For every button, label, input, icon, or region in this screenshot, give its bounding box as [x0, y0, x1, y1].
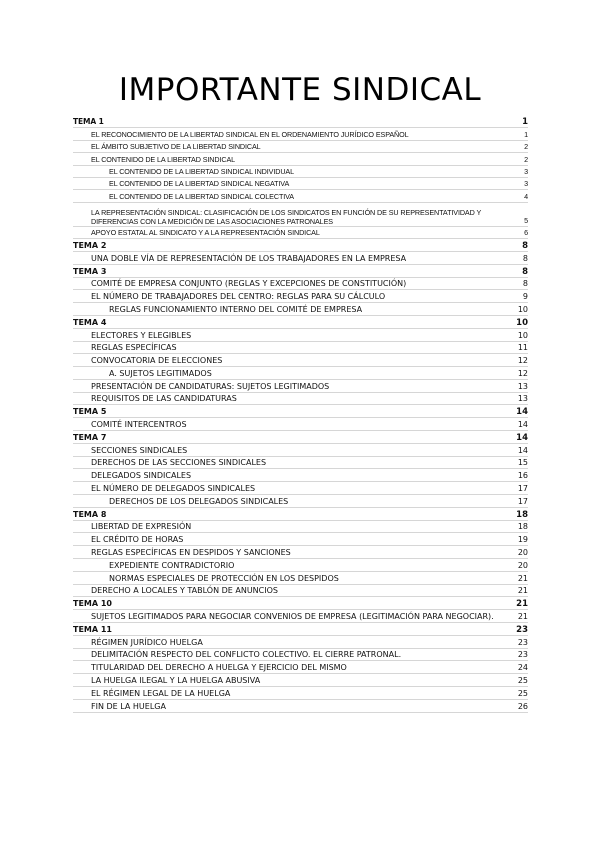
toc-entry[interactable]: [73, 649, 528, 662]
toc-entry-title: DELIMITACIÓN RESPECTO DEL CONFLICTO COLECTIVO. EL CIERRE PATRONAL.: [91, 650, 402, 660]
toc-entry-title: EL CONTENIDO DE LA LIBERTAD SINDICAL: [91, 154, 236, 164]
toc-entry-title: REGLAS ESPECÍFICAS: [91, 343, 177, 353]
toc-entry-title: CONVOCATORIA DE ELECCIONES: [91, 356, 223, 366]
toc-entry-page-number: 23: [516, 624, 528, 635]
toc-entry-title: TEMA 1: [73, 117, 104, 127]
toc-entry[interactable]: [73, 482, 528, 495]
toc-entry-page-number: 24: [517, 663, 528, 673]
toc-entry-title: DERECHO A LOCALES Y TABLÓN DE ANUNCIOS: [91, 586, 278, 596]
toc-entry-page-number: 14: [516, 432, 528, 443]
toc-section-heading[interactable]: [73, 316, 528, 329]
toc-entry-page-number: 20: [517, 548, 528, 558]
toc-entry[interactable]: [73, 457, 528, 470]
toc-entry[interactable]: [73, 444, 528, 457]
toc-entry[interactable]: [73, 178, 528, 190]
toc-section-heading[interactable]: [73, 623, 528, 636]
toc-entry[interactable]: [73, 203, 528, 227]
toc-entry-title: EL CRÉDITO DE HORAS: [91, 535, 184, 545]
toc-entry-title: REGLAS ESPECÍFICAS EN DESPIDOS Y SANCIONES: [91, 548, 291, 558]
toc-entry[interactable]: [73, 572, 528, 585]
toc-entry[interactable]: [73, 303, 528, 316]
toc-entry-page-number: 15: [517, 458, 528, 468]
toc-entry[interactable]: [73, 495, 528, 508]
toc-entry-page-number: 21: [517, 612, 528, 622]
toc-entry[interactable]: [73, 367, 528, 380]
toc-entry[interactable]: [73, 380, 528, 393]
toc-entry-page-number: 20: [517, 560, 528, 570]
toc-entry[interactable]: [73, 290, 528, 303]
toc-entry-title: REGLAS FUNCIONAMIENTO INTERNO DEL COMITÉ DE EMPRESA: [109, 304, 363, 314]
toc-entry[interactable]: [73, 687, 528, 700]
toc-entry-title: APOYO ESTATAL AL SINDICATO Y A LA REPRESENTACIÓN SINDICAL: [91, 228, 320, 238]
toc-entry-title: SUJETOS LEGITIMADOS PARA NEGOCIAR CONVENIOS DE EMPRESA (LEGITIMACIÓN PARA NEGOCIAR).: [91, 612, 494, 622]
toc-entry-title: LIBERTAD DE EXPRESIÓN: [91, 522, 192, 532]
toc-entry[interactable]: [73, 128, 528, 140]
toc-entry[interactable]: [73, 252, 528, 265]
toc-entry-page-number: 12: [517, 368, 528, 378]
toc-entry[interactable]: [73, 533, 528, 546]
page-title: IMPORTANTE SINDICAL: [118, 72, 482, 108]
toc-entry[interactable]: [73, 418, 528, 431]
toc-entry-page-number: 2: [524, 142, 528, 152]
toc-entry-title: EL CONTENIDO DE LA LIBERTAD SINDICAL NEGATIVA: [109, 179, 290, 189]
table-of-contents: [73, 116, 528, 713]
toc-entry-page-number: 5: [524, 215, 528, 225]
toc-entry[interactable]: [73, 278, 528, 291]
toc-entry-title: SECCIONES SINDICALES: [91, 445, 188, 455]
toc-entry-title: DERECHOS DE LOS DELEGADOS SINDICALES: [109, 496, 289, 506]
toc-entry-title: TEMA 7: [73, 432, 107, 442]
toc-entry-title: TEMA 11: [73, 624, 112, 634]
toc-entry-page-number: 14: [516, 407, 528, 418]
toc-section-heading[interactable]: [73, 597, 528, 610]
toc-entry-title: TEMA 5: [73, 407, 107, 417]
toc-entry[interactable]: [73, 469, 528, 482]
toc-entry-page-number: 14: [517, 420, 528, 430]
toc-entry[interactable]: [73, 153, 528, 165]
toc-entry[interactable]: [73, 227, 528, 239]
toc-entry[interactable]: [73, 329, 528, 342]
toc-entry-page-number: 18: [516, 509, 528, 520]
toc-entry-page-number: 23: [517, 637, 528, 647]
toc-entry-page-number: 26: [517, 701, 528, 711]
toc-entry[interactable]: [73, 585, 528, 598]
toc-entry-title: RÉGIMEN JURÍDICO HUELGA: [91, 637, 203, 647]
toc-entry-title: UNA DOBLE VÍA DE REPRESENTACIÓN DE LOS TRABAJADORES EN LA EMPRESA: [91, 253, 407, 263]
toc-entry-page-number: 3: [524, 179, 528, 189]
toc-entry-page-number: 10: [517, 330, 528, 340]
toc-entry-title: TEMA 3: [73, 266, 107, 276]
toc-entry-page-number: 19: [517, 535, 528, 545]
toc-entry-title: NORMAS ESPECIALES DE PROTECCIÓN EN LOS DESPIDOS: [109, 573, 339, 583]
toc-entry-title: TEMA 4: [73, 317, 107, 327]
toc-entry[interactable]: [73, 661, 528, 674]
toc-entry-page-number: 13: [517, 381, 528, 391]
toc-entry-title: ELECTORES Y ELEGIBLES: [91, 330, 192, 340]
toc-entry[interactable]: [73, 700, 528, 713]
toc-entry-title: EL ÁMBITO SUBJETIVO DE LA LIBERTAD SINDICAL: [91, 142, 261, 152]
toc-entry-page-number: 16: [517, 471, 528, 481]
toc-entry-page-number: 8: [522, 240, 528, 251]
toc-entry-page-number: 25: [517, 676, 528, 686]
toc-entry-title: PRESENTACIÓN DE CANDIDATURAS: SUJETOS LEGITIMADOS: [91, 381, 330, 391]
toc-entry-page-number: 21: [516, 599, 528, 610]
toc-section-heading[interactable]: [73, 405, 528, 418]
toc-entry-title: EL NÚMERO DE TRABAJADORES DEL CENTRO: REGLAS PARA SU CÁLCULO: [91, 292, 386, 302]
toc-entry-page-number: 25: [517, 688, 528, 698]
toc-entry-page-number: 17: [517, 496, 528, 506]
toc-section-heading[interactable]: [73, 116, 528, 128]
toc-section-heading[interactable]: [73, 431, 528, 444]
toc-entry-title: EL NÚMERO DE DELEGADOS SINDICALES: [91, 484, 256, 494]
toc-entry-title: EL CONTENIDO DE LA LIBERTAD SINDICAL COLECTIVA: [109, 191, 294, 201]
toc-entry-title: FIN DE LA HUELGA: [91, 701, 166, 711]
toc-entry-page-number: 17: [517, 484, 528, 494]
toc-entry-page-number: 23: [517, 650, 528, 660]
toc-entry-page-number: 10: [517, 304, 528, 314]
toc-entry-title: EL CONTENIDO DE LA LIBERTAD SINDICAL INDIVIDUAL: [109, 166, 295, 176]
toc-entry[interactable]: [73, 342, 528, 355]
toc-entry[interactable]: [73, 610, 528, 623]
toc-entry[interactable]: [73, 393, 528, 406]
toc-entry-title: TEMA 10: [73, 599, 112, 609]
toc-entry-title: EL RÉGIMEN LEGAL DE LA HUELGA: [91, 688, 231, 698]
toc-entry-page-number: 8: [522, 253, 528, 263]
toc-entry-title: TEMA 2: [73, 240, 107, 250]
toc-entry-title: DELEGADOS SINDICALES: [91, 471, 192, 481]
toc-entry-page-number: 6: [524, 228, 528, 238]
toc-entry-page-number: 9: [522, 292, 528, 302]
toc-entry-page-number: 10: [516, 317, 528, 328]
toc-entry-page-number: 1: [524, 129, 528, 139]
toc-section-heading[interactable]: [73, 239, 528, 252]
toc-entry[interactable]: [73, 354, 528, 367]
toc-entry-title: TEMA 8: [73, 509, 107, 519]
toc-entry[interactable]: [73, 559, 528, 572]
toc-entry-page-number: 11: [517, 343, 528, 353]
toc-entry-title: EL RECONOCIMIENTO DE LA LIBERTAD SINDICAL EN EL ORDENAMIENTO JURÍDICO ESPAÑOL: [91, 129, 409, 139]
toc-entry[interactable]: [73, 141, 528, 153]
toc-entry-title: COMITÉ DE EMPRESA CONJUNTO (REGLAS Y EXCEPCIONES DE CONSTITUCIÓN): [91, 279, 407, 289]
toc-entry-page-number: 12: [517, 356, 528, 366]
toc-entry-title: COMITÉ INTERCENTROS: [91, 420, 187, 430]
toc-entry-title: A. SUJETOS LEGITIMADOS: [109, 368, 212, 378]
toc-entry-page-number: 18: [517, 522, 528, 532]
toc-entry[interactable]: [73, 674, 528, 687]
toc-entry-title: DERECHOS DE LAS SECCIONES SINDICALES: [91, 458, 267, 468]
toc-entry-page-number: 3: [524, 166, 528, 176]
toc-entry[interactable]: [73, 636, 528, 649]
toc-entry-page-number: 21: [517, 586, 528, 596]
toc-entry-title: EXPEDIENTE CONTRADICTORIO: [109, 560, 235, 570]
toc-entry[interactable]: [73, 521, 528, 534]
toc-entry-page-number: 4: [524, 191, 528, 201]
toc-entry[interactable]: [73, 190, 528, 202]
toc-entry-page-number: 2: [524, 154, 528, 164]
toc-entry[interactable]: [73, 166, 528, 178]
toc-entry-title: TITULARIDAD DEL DERECHO A HUELGA Y EJERCICIO DEL MISMO: [91, 663, 347, 673]
toc-entry-page-number: 8: [522, 266, 528, 277]
toc-section-heading[interactable]: [73, 265, 528, 278]
toc-entry-title: LA REPRESENTACIÓN SINDICAL: CLASIFICACIÓN DE LOS SINDICATOS EN FUNCIÓN DE SU REPRESENTATIVIDAD Y DIFERENCIAS CON LA MEDICIÓN DE LAS ASOCIACIONES PATRONALES: [91, 207, 482, 226]
toc-entry-page-number: 14: [517, 445, 528, 455]
toc-entry-page-number: 21: [517, 573, 528, 583]
toc-entry-page-number: 1: [522, 117, 528, 128]
toc-entry-title: LA HUELGA ILEGAL Y LA HUELGA ABUSIVA: [91, 676, 261, 686]
toc-entry-page-number: 13: [517, 394, 528, 404]
toc-entry-page-number: 8: [522, 279, 528, 289]
toc-section-heading[interactable]: [73, 508, 528, 521]
toc-entry-title: REQUISITOS DE LAS CANDIDATURAS: [91, 394, 237, 404]
toc-entry[interactable]: [73, 546, 528, 559]
